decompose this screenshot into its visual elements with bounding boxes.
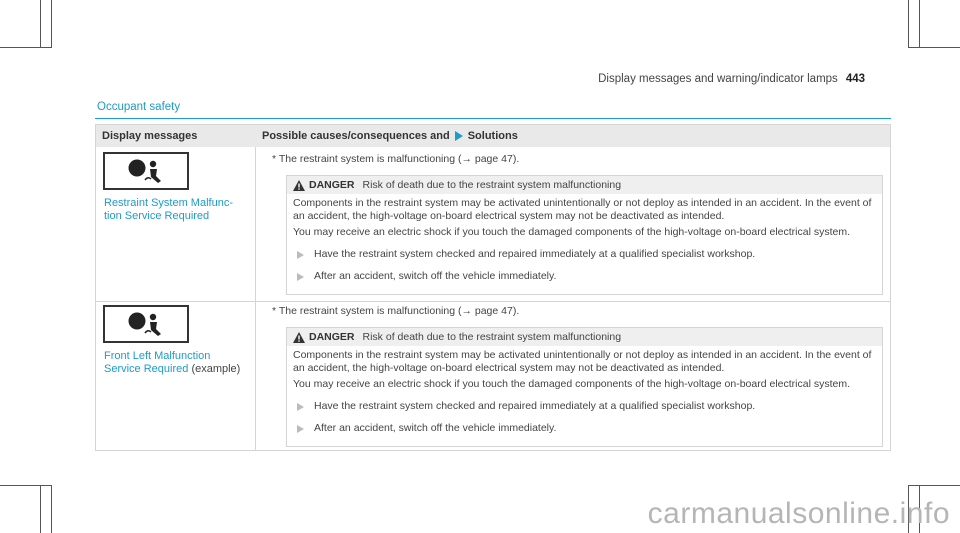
danger-header xyxy=(287,328,882,346)
crop-mark xyxy=(51,485,52,533)
step-arrow-icon xyxy=(297,425,304,433)
column-divider xyxy=(255,147,256,451)
display-message-suffix: (example) xyxy=(191,363,241,375)
crop-mark xyxy=(40,485,41,533)
danger-paragraph: You may receive an electric shock if you touch the damaged components of the high-voltage on-board electrical system. xyxy=(293,226,851,238)
danger-paragraph: Components in the restraint system may be activated unintentionally or not deploy as intended in an accident. In the event of an accident, the high-voltage on-board electrical system may not be deactivated as intended. xyxy=(293,197,872,222)
solution-step-text: Have the restraint system checked and repaired immediately at a qualified specialist workshop. xyxy=(314,248,756,260)
step-arrow-icon xyxy=(297,251,304,259)
danger-title: Risk of death due to the restraint system malfunctioning xyxy=(362,331,622,343)
danger-paragraph: You may receive an electric shock if you touch the damaged components of the high-voltage on-board electrical system. xyxy=(293,378,851,390)
solution-arrow-icon xyxy=(455,131,463,141)
section-title: Occupant safety xyxy=(97,101,181,113)
display-messages-table xyxy=(95,124,891,451)
crop-mark xyxy=(908,47,960,48)
danger-header xyxy=(287,176,882,194)
cause-text: * The restraint system is malfunctioning (→ page 47). xyxy=(272,153,520,165)
danger-label: DANGER xyxy=(309,331,355,343)
running-header xyxy=(598,73,865,85)
crop-mark xyxy=(0,47,52,48)
display-message xyxy=(104,350,240,376)
section-rule xyxy=(95,118,891,119)
danger-body xyxy=(287,194,882,283)
crop-mark xyxy=(51,0,52,48)
page-number: 443 xyxy=(845,73,865,85)
step-arrow-icon xyxy=(297,273,304,281)
crop-mark xyxy=(40,0,41,48)
solution-step-text: Have the restraint system checked and repaired immediately at a qualified specialist workshop. xyxy=(314,400,756,412)
danger-body xyxy=(287,346,882,435)
danger-box xyxy=(286,327,883,447)
solution-step-text: After an accident, switch off the vehicle immediately. xyxy=(314,422,557,434)
col-header-display-messages: Display messages xyxy=(102,130,198,142)
crop-mark xyxy=(908,0,909,48)
solution-step xyxy=(295,270,876,283)
danger-label: DANGER xyxy=(309,179,355,191)
warning-triangle-icon xyxy=(293,332,305,343)
step-arrow-icon xyxy=(297,403,304,411)
col-header-solutions-label: Solutions xyxy=(467,130,518,142)
solution-step xyxy=(295,400,876,413)
crop-mark xyxy=(0,485,52,486)
display-message-text: Restraint System Malfunc- tion Service Required xyxy=(104,197,233,222)
col-header-causes xyxy=(262,130,518,142)
danger-title: Risk of death due to the restraint system malfunctioning xyxy=(362,179,622,191)
running-header-title: Display messages and warning/indicator lamps xyxy=(598,73,838,85)
cause-text: * The restraint system is malfunctioning (→ page 47). xyxy=(272,305,520,317)
watermark: carmanualsonline.info xyxy=(647,497,950,530)
solution-step xyxy=(295,248,876,261)
danger-box xyxy=(286,175,883,295)
crop-mark xyxy=(919,0,920,48)
solution-step-text: After an accident, switch off the vehicle immediately. xyxy=(314,270,557,282)
row-divider xyxy=(96,301,890,302)
danger-paragraph: Components in the restraint system may be activated unintentionally or not deploy as intended in an accident. In the event of an accident, the high-voltage on-board electrical system may not be deactivated as intended. xyxy=(293,349,872,374)
airbag-occupant-icon xyxy=(103,305,189,343)
table-header xyxy=(96,125,890,147)
crop-mark xyxy=(908,485,960,486)
display-message-text: Front Left Malfunction Service Required xyxy=(104,350,211,375)
warning-triangle-icon xyxy=(293,180,305,191)
airbag-occupant-icon xyxy=(103,152,189,190)
col-header-causes-label: Possible causes/consequences and xyxy=(262,130,450,142)
solution-step xyxy=(295,422,876,435)
